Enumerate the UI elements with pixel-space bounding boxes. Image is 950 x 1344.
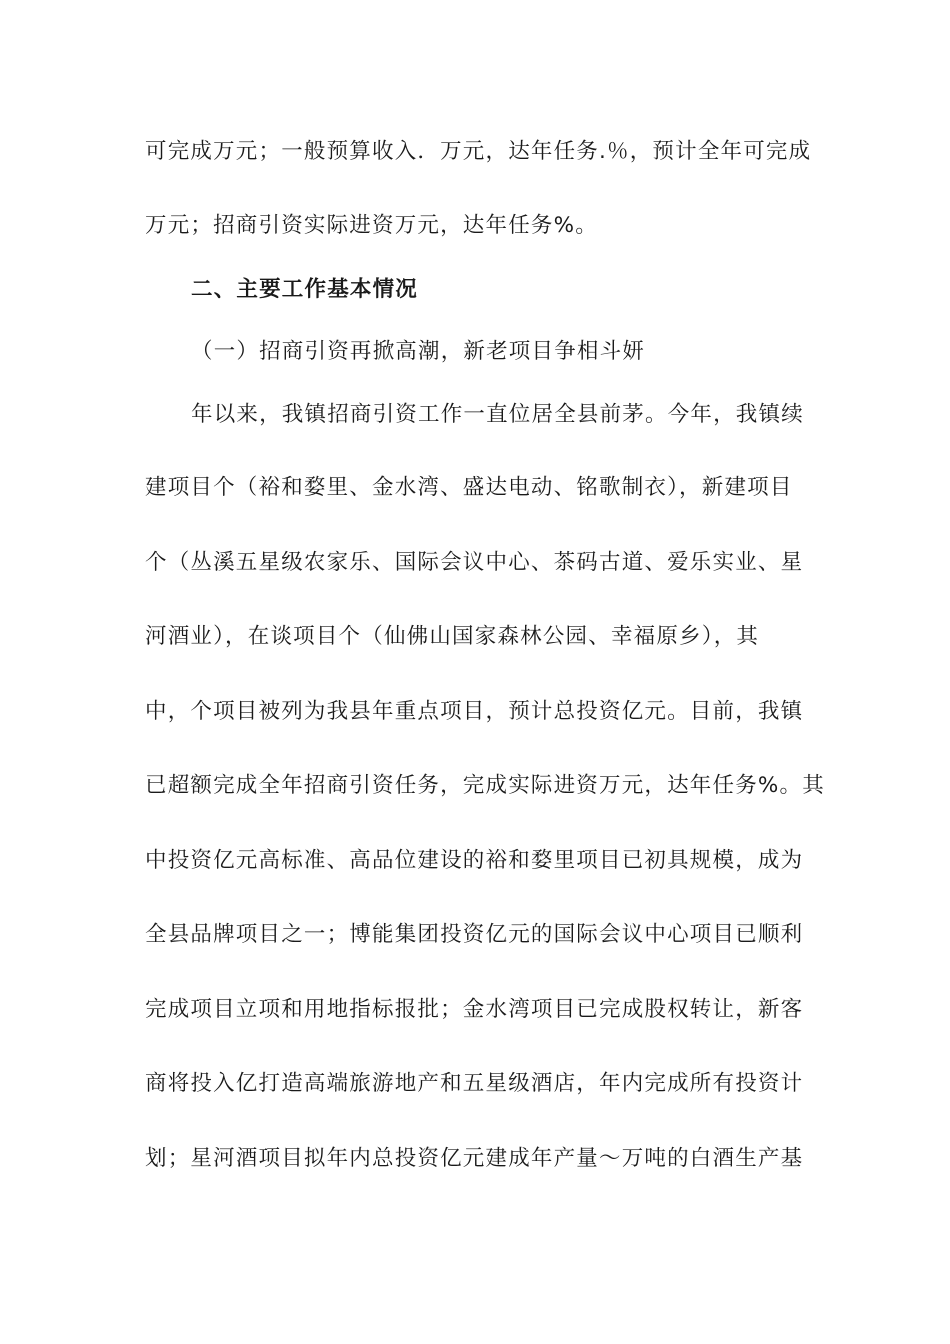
paragraph-line-12: 商将投入亿打造高端旅游地产和五星级酒店，年内完成所有投资计	[145, 1071, 804, 1096]
paragraph-line-10: 全县品牌项目之一；博能集团投资亿元的国际会议中心项目已顺利	[145, 922, 804, 947]
paragraph-line-4: 建项目个（裕和婺里、金水湾、盛达电动、铭歌制衣），新建项目	[145, 475, 793, 500]
paragraph-line-11: 完成项目立项和用地指标报批；金水湾项目已完成股权转让，新客	[145, 997, 804, 1022]
paragraph-line-9: 中投资亿元高标准、高品位建设的裕和婺里项目已初具规模，成为	[145, 848, 804, 873]
paragraph-line-2: 万元；招商引资实际进资万元，达年任务%。	[145, 213, 598, 238]
paragraph-line-13: 划；星河酒项目拟年内总投资亿元建成年产量～万吨的白酒生产基	[145, 1146, 804, 1171]
section-heading: 二、主要工作基本情况	[191, 277, 419, 302]
paragraph-line-1: 可完成万元；一般预算收入．万元，达年任务.％，预计全年可完成	[145, 139, 812, 164]
subsection-heading: （一）招商引资再掀高潮，新老项目争相斗妍	[191, 339, 646, 364]
paragraph-line-8: 已超额完成全年招商引资任务，完成实际进资万元，达年任务%。其	[145, 773, 825, 798]
paragraph-line-7: 中，个项目被列为我县年重点项目，预计总投资亿元。目前，我镇	[145, 699, 804, 724]
paragraph-line-3: 年以来，我镇招商引资工作一直位居全县前茅。今年，我镇续	[191, 402, 804, 427]
paragraph-line-5: 个（丛溪五星级农家乐、国际会议中心、茶码古道、爱乐实业、星	[145, 550, 804, 575]
paragraph-line-6: 河酒业），在谈项目个（仙佛山国家森林公园、幸福原乡），其	[145, 624, 760, 649]
